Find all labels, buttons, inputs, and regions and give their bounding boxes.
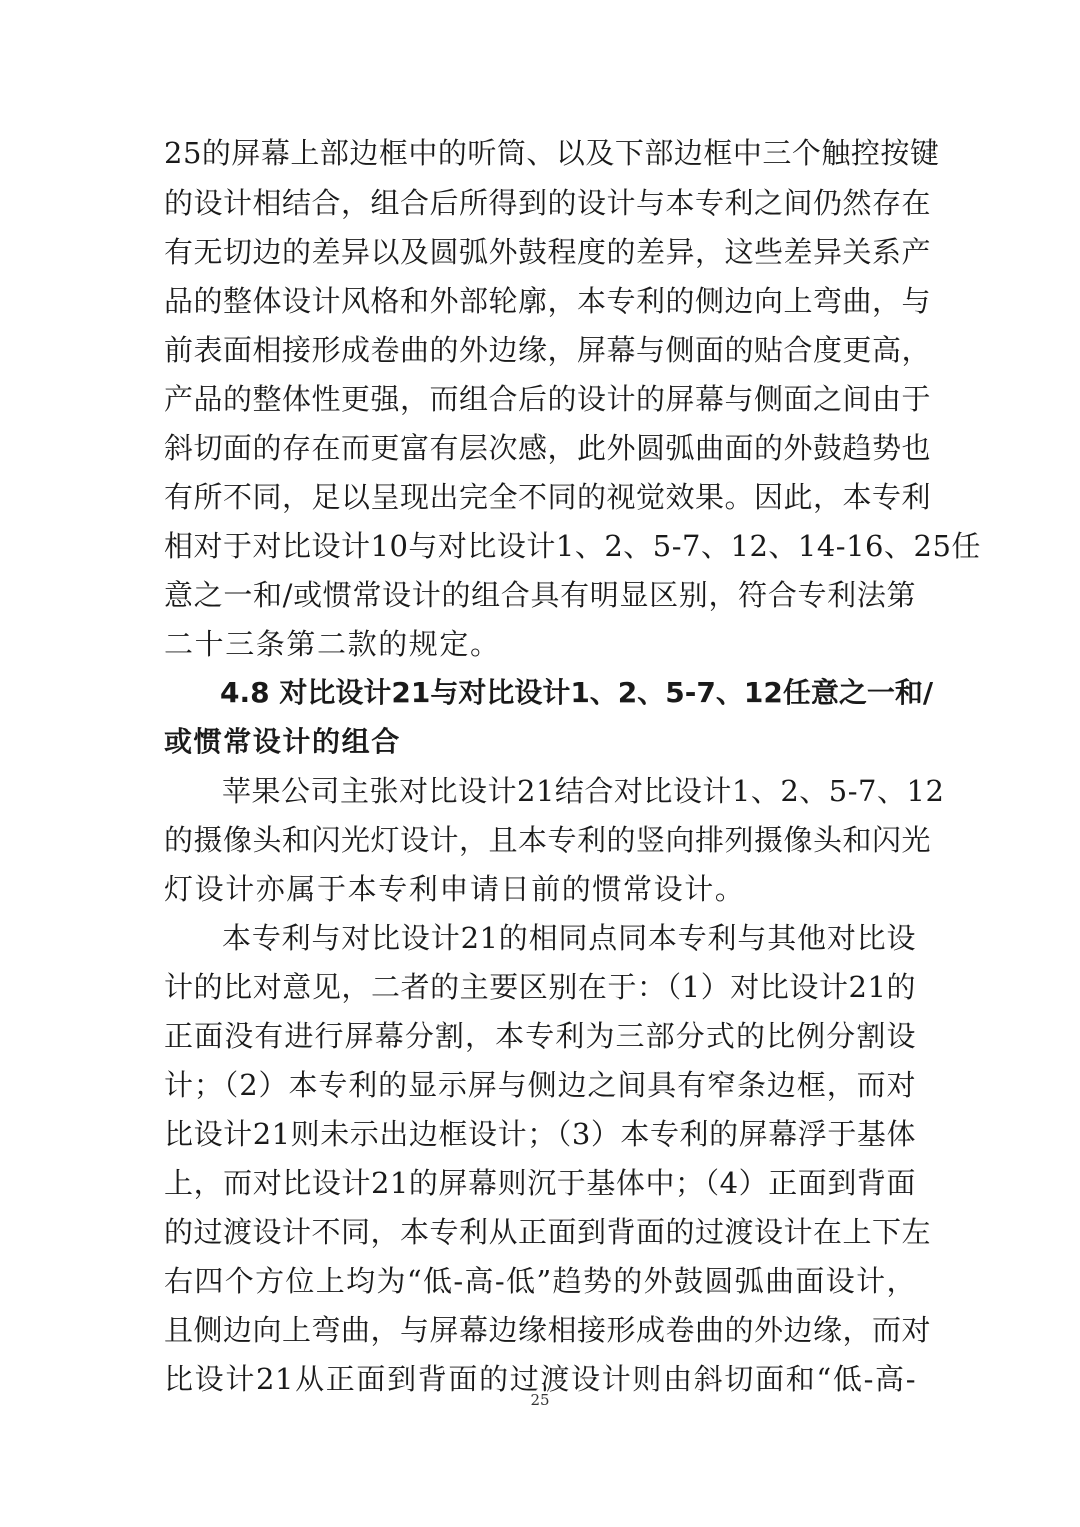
body-text-line: 的过渡设计不同，本专利从正面到背面的过渡设计在上下左 — [164, 1215, 932, 1249]
body-text-line: 苹果公司主张对比设计21结合对比设计1、2、5-7、12 — [222, 774, 945, 808]
body-text-line: 的设计相结合，组合后所得到的设计与本专利之间仍然存在 — [164, 186, 932, 220]
body-text-line: 计；（2）本专利的显示屏与侧边之间具有窄条边框，而对 — [164, 1068, 916, 1102]
body-text-line: 上，而对比设计21的屏幕则沉于基体中；（4）正面到背面 — [164, 1166, 916, 1200]
body-text-line: 品的整体设计风格和外部轮廓，本专利的侧边向上弯曲，与 — [164, 284, 932, 318]
page-number: 25 — [530, 1391, 550, 1409]
body-text-line: 正面没有进行屏幕分割，本专利为三部分式的比例分割设 — [164, 1019, 916, 1053]
body-text-line: 意之一和/或惯常设计的组合具有明显区别，符合专利法第 — [164, 578, 916, 612]
body-text-line: 计的比对意见，二者的主要区别在于：（1）对比设计21的 — [164, 970, 916, 1004]
body-text-line: 且侧边向上弯曲，与屏幕边缘相接形成卷曲的外边缘，而对 — [164, 1313, 932, 1347]
body-text-line: 本专利与对比设计21的相同点同本专利与其他对比设 — [222, 921, 916, 955]
section-heading-continued: 或惯常设计的组合 — [164, 725, 401, 758]
body-text-line: 灯设计亦属于本专利申请日前的惯常设计。 — [164, 872, 746, 906]
body-text-line: 有无切边的差异以及圆弧外鼓程度的差异，这些差异关系产 — [164, 235, 932, 269]
section-heading: 4.8 对比设计21与对比设计1、2、5-7、12任意之一和/ — [220, 676, 934, 709]
body-text-line: 有所不同，足以呈现出完全不同的视觉效果。因此，本专利 — [164, 480, 932, 514]
body-text-line: 前表面相接形成卷曲的外边缘，屏幕与侧面的贴合度更高， — [164, 333, 932, 367]
body-text-line: 产品的整体性更强，而组合后的设计的屏幕与侧面之间由于 — [164, 382, 932, 416]
body-text-line: 二十三条第二款的规定。 — [164, 627, 501, 661]
body-text-line: 斜切面的存在而更富有层次感，此外圆弧曲面的外鼓趋势也 — [164, 431, 932, 465]
body-text-line: 比设计21则未示出边框设计；（3）本专利的屏幕浮于基体 — [164, 1117, 916, 1151]
body-text-line: 右四个方位上均为“低-高-低”趋势的外鼓圆弧曲面设计， — [164, 1264, 916, 1298]
body-text-line: 25的屏幕上部边框中的听筒、以及下部边框中三个触控按键 — [164, 136, 940, 170]
body-text-line: 的摄像头和闪光灯设计，且本专利的竖向排列摄像头和闪光 — [164, 823, 932, 857]
body-text-line: 比设计21从正面到背面的过渡设计则由斜切面和“低-高- — [164, 1362, 916, 1396]
body-text-line: 相对于对比设计10与对比设计1、2、5-7、12、14-16、25任 — [164, 529, 981, 563]
